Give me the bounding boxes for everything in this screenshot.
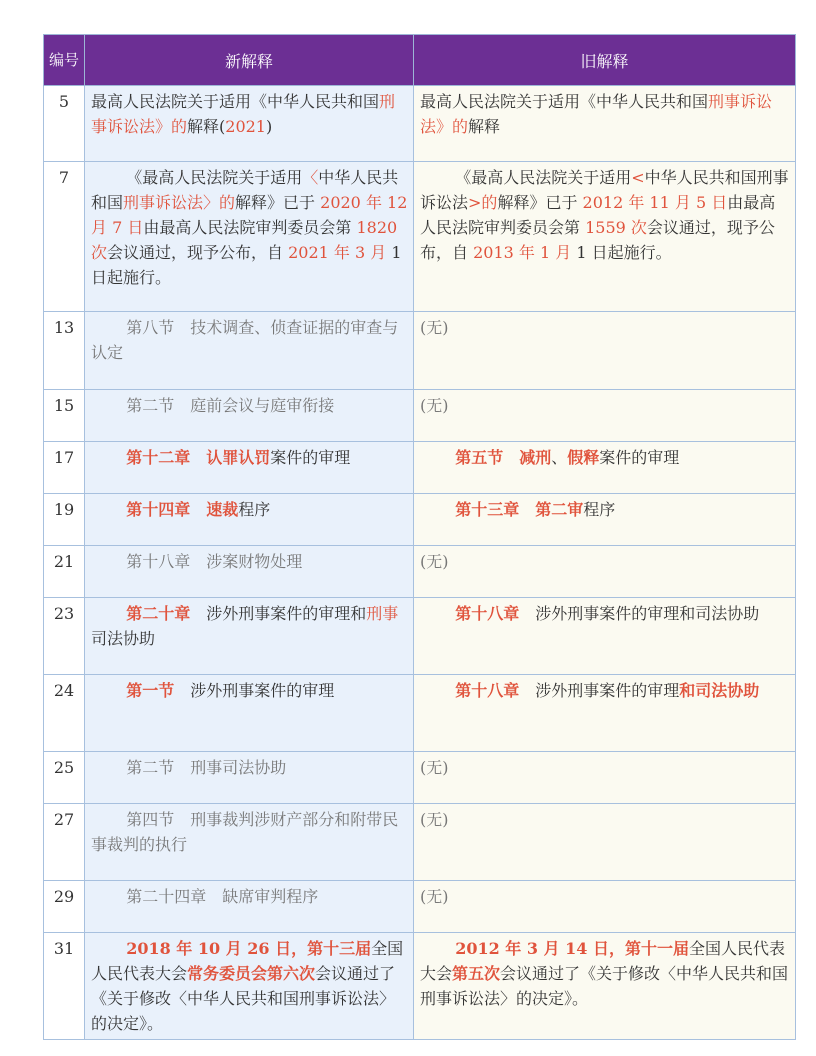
text-segment: 刑事 (366, 604, 399, 623)
text-segment: >的 (468, 193, 498, 212)
text-segment: 第十四章 (126, 500, 207, 519)
text-segment: 常务委员会第六次 (187, 964, 316, 983)
text-segment: 涉外刑事案件的审理和司法协助 (519, 604, 760, 623)
new-interpretation-cell (85, 881, 414, 933)
text-segment: 第十一届 (624, 939, 689, 958)
text-segment: 〉的 (203, 193, 236, 212)
row-number: 15 (44, 390, 85, 442)
text-segment: 刑事诉讼法》的 (91, 92, 396, 136)
text-segment: 涉外刑事案件的审理 (174, 681, 335, 700)
text-segment: 第二节 庭前会议与庭审衔接 (126, 396, 335, 415)
text-segment: 〈 (302, 168, 319, 187)
text-segment: 最高人民法院关于适用《中华人民共 (91, 92, 348, 111)
header-number: 编号 (44, 35, 85, 86)
old-interpretation-cell (414, 86, 796, 162)
text-segment: 会议通过，现予公布，自 (107, 243, 289, 262)
text-segment: 2021 年 3 月 (288, 243, 387, 262)
text-segment: 2018 年 10 月 26 日， (126, 939, 308, 958)
text-segment: 解释》已于 (497, 193, 583, 212)
new-interpretation-cell (85, 598, 414, 675)
text-segment: 第十三章 (455, 500, 536, 519)
new-interpretation-cell (85, 546, 414, 598)
text-segment: 2021 (225, 117, 266, 136)
text-segment: 第十二章 (126, 448, 207, 467)
text-segment: 第五节 (455, 448, 520, 467)
old-interpretation-cell (414, 881, 796, 933)
table-row (44, 390, 796, 442)
text-segment: 《最高人民法院关于适用 (126, 168, 303, 187)
text-segment: 程序 (583, 500, 616, 519)
table-row (44, 933, 796, 1040)
new-interpretation-cell (85, 442, 414, 494)
new-interpretation-cell (85, 752, 414, 804)
text-segment: 司法协助 (91, 629, 156, 648)
text-segment: 、 (551, 448, 568, 467)
text-segment: 第二十章 (126, 604, 191, 623)
text-segment: 1559 次 (585, 218, 647, 237)
old-interpretation-cell (414, 675, 796, 752)
old-interpretation-cell (414, 752, 796, 804)
text-segment: 2013 年 1 月 (473, 243, 572, 262)
new-interpretation-cell (85, 933, 414, 1040)
new-interpretation-cell (85, 804, 414, 881)
text-segment: (无) (420, 810, 449, 829)
old-interpretation-cell (414, 390, 796, 442)
old-interpretation-cell (414, 442, 796, 494)
text-segment: 第二十四章 缺席审判程序 (126, 887, 319, 906)
row-number: 27 (44, 804, 85, 881)
text-segment: 涉外刑事案件的审理和 (190, 604, 367, 623)
table-row (44, 494, 796, 546)
table-row (44, 162, 796, 312)
text-segment: 认罪认罚 (206, 448, 271, 467)
text-segment: 第十八章 (455, 604, 520, 623)
text-segment: 会议通过，现予公布，自 (420, 218, 775, 262)
table-body (44, 86, 796, 1040)
new-interpretation-cell (85, 494, 414, 546)
row-number: 13 (44, 312, 85, 390)
table-row (44, 598, 796, 675)
new-interpretation-cell (85, 675, 414, 752)
text-segment: 涉外刑事案件的审理 (519, 681, 680, 700)
text-segment: (无) (420, 318, 449, 337)
text-segment: < (631, 168, 645, 187)
text-segment: 最高人民法院关于适用《中华人民共和国 (420, 92, 709, 111)
old-interpretation-cell (414, 546, 796, 598)
table-row (44, 546, 796, 598)
row-number: 23 (44, 598, 85, 675)
text-segment: 第二节 刑事司法协助 (126, 758, 287, 777)
header-old-interpretation: 旧解释 (414, 35, 796, 86)
text-segment: 全国人民代表大会 (91, 939, 404, 983)
old-interpretation-cell (414, 933, 796, 1040)
text-segment: (无) (420, 552, 449, 571)
row-number: 19 (44, 494, 85, 546)
text-segment: 1 日起施行。 (91, 243, 407, 287)
text-segment: 和国 (347, 92, 380, 111)
table-row (44, 881, 796, 933)
row-number: 29 (44, 881, 85, 933)
row-number: 31 (44, 933, 85, 1040)
text-segment: 2012 年 3 月 14 日， (455, 939, 625, 958)
text-segment: 和司法协助 (679, 681, 760, 700)
text-segment: (无) (420, 396, 449, 415)
text-segment: 第二审 (535, 500, 584, 519)
text-segment: 2012 年 11 月 5 日 (582, 193, 728, 212)
row-number: 7 (44, 162, 85, 312)
table-row (44, 804, 796, 881)
text-segment: 由最高人民法院审判委员会第 (143, 218, 357, 237)
text-segment: 1 日起施行。 (571, 243, 672, 262)
text-segment: 中华人民共和国 (91, 168, 399, 212)
comparison-table-wrapper (43, 34, 795, 1040)
text-segment: 中华人民共和国刑事诉讼法 (420, 168, 789, 212)
old-interpretation-cell (414, 598, 796, 675)
row-number: 17 (44, 442, 85, 494)
comparison-table (43, 34, 796, 1040)
text-segment: 程序 (238, 500, 271, 519)
text-segment: 第八节 技术调查、侦查证据的审查与认定 (91, 318, 399, 362)
text-segment: 第一节 (126, 681, 175, 700)
table-row (44, 86, 796, 162)
header-new-interpretation: 新解释 (85, 35, 414, 86)
new-interpretation-cell (85, 312, 414, 390)
table-row (44, 675, 796, 752)
text-segment: 会议通过了《关于修改〈中华人民共和国刑事诉讼法〉的决定》。 (91, 964, 396, 1033)
text-segment: 第十八章 (455, 681, 520, 700)
old-interpretation-cell (414, 494, 796, 546)
text-segment: 解释》已于 (235, 193, 321, 212)
old-interpretation-cell (414, 804, 796, 881)
text-segment: 会议通过了《关于修改〈中华人民共和国刑事诉讼法〉的决定》。 (420, 964, 789, 1008)
table-row (44, 752, 796, 804)
text-segment: 由最高人民法院审判委员会第 (420, 193, 776, 237)
text-segment: 假释 (567, 448, 600, 467)
text-segment: 减刑 (519, 448, 552, 467)
new-interpretation-cell (85, 162, 414, 312)
text-segment: 刑事诉讼法 (123, 193, 204, 212)
text-segment: 全国人民代表大会 (420, 939, 786, 983)
text-segment: 第四节 刑事裁判涉财产部分和附带民事裁判的执行 (91, 810, 399, 854)
text-segment: 解释( (187, 117, 226, 136)
text-segment: 速裁 (206, 500, 239, 519)
table-header-row (44, 35, 796, 86)
text-segment: 1820 次 (91, 218, 403, 262)
text-segment: 第五次 (452, 964, 501, 983)
row-number: 25 (44, 752, 85, 804)
text-segment: 案件的审理 (270, 448, 351, 467)
row-number: 5 (44, 86, 85, 162)
new-interpretation-cell (85, 390, 414, 442)
new-interpretation-cell (85, 86, 414, 162)
old-interpretation-cell (414, 312, 796, 390)
text-segment: 《最高人民法院关于适用 (455, 168, 632, 187)
text-segment: 第十三届 (307, 939, 372, 958)
table-row (44, 312, 796, 390)
text-segment: 解释 (468, 117, 501, 136)
text-segment: 刑事诉讼法》的 (420, 92, 773, 136)
old-interpretation-cell (414, 162, 796, 312)
table-row (44, 442, 796, 494)
row-number: 24 (44, 675, 85, 752)
text-segment: (无) (420, 758, 449, 777)
text-segment: ) (265, 117, 273, 136)
text-segment: 案件的审理 (599, 448, 680, 467)
row-number: 21 (44, 546, 85, 598)
text-segment: (无) (420, 887, 449, 906)
text-segment: 2020 年 12 月 7 日 (91, 193, 413, 237)
text-segment: 第十八章 涉案财物处理 (126, 552, 303, 571)
